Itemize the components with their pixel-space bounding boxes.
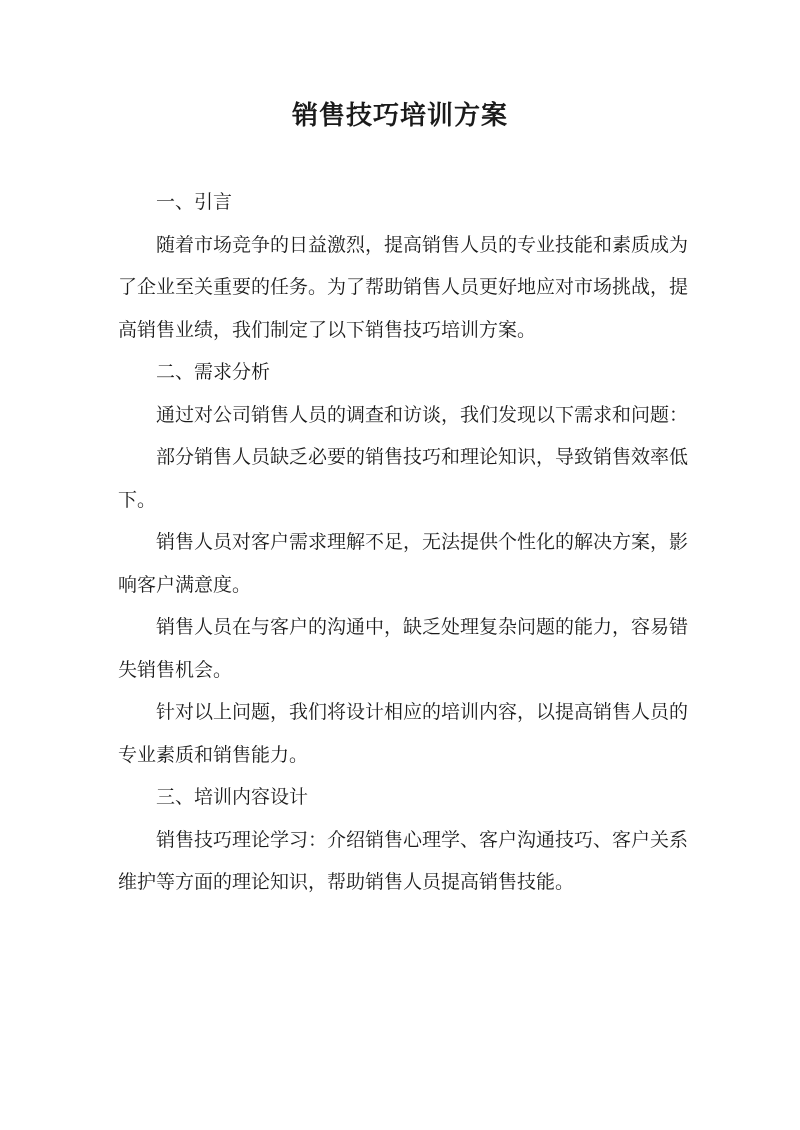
design-paragraph-1: 销售技巧理论学习：介绍销售心理学、客户沟通技巧、客户关系维护等方面的理论知识，帮助销售人员提高销售技能。 <box>118 828 689 893</box>
needs-paragraph-1: 通过对公司销售人员的调查和访谈，我们发现以下需求和问题： <box>156 403 689 426</box>
intro-paragraph: 随着市场竞争的日益激烈，提高销售人员的专业技能和素质成为了企业至关重要的任务。为了帮助销售人员更好地应对市场挑战，提高销售业绩，我们制定了以下销售技巧培训方案。 <box>118 233 689 341</box>
section-heading-design: 三、培训内容设计 <box>156 786 309 808</box>
needs-paragraph-4: 销售人员在与客户的沟通中，缺乏处理复杂问题的能力，容易错失销售机会。 <box>118 616 689 681</box>
needs-paragraph-5: 针对以上问题，我们将设计相应的培训内容，以提高销售人员的专业素质和销售能力。 <box>118 701 689 766</box>
document-title: 销售技巧培训方案 <box>291 101 508 131</box>
needs-paragraph-3: 销售人员对客户需求理解不足，无法提供个性化的解决方案，影响客户满意度。 <box>118 531 689 596</box>
document-body <box>118 181 688 904</box>
needs-paragraph-2: 部分销售人员缺乏必要的销售技巧和理论知识，导致销售效率低下。 <box>118 446 689 511</box>
section-heading-intro: 一、引言 <box>156 191 233 213</box>
section-heading-needs: 二、需求分析 <box>156 361 271 383</box>
